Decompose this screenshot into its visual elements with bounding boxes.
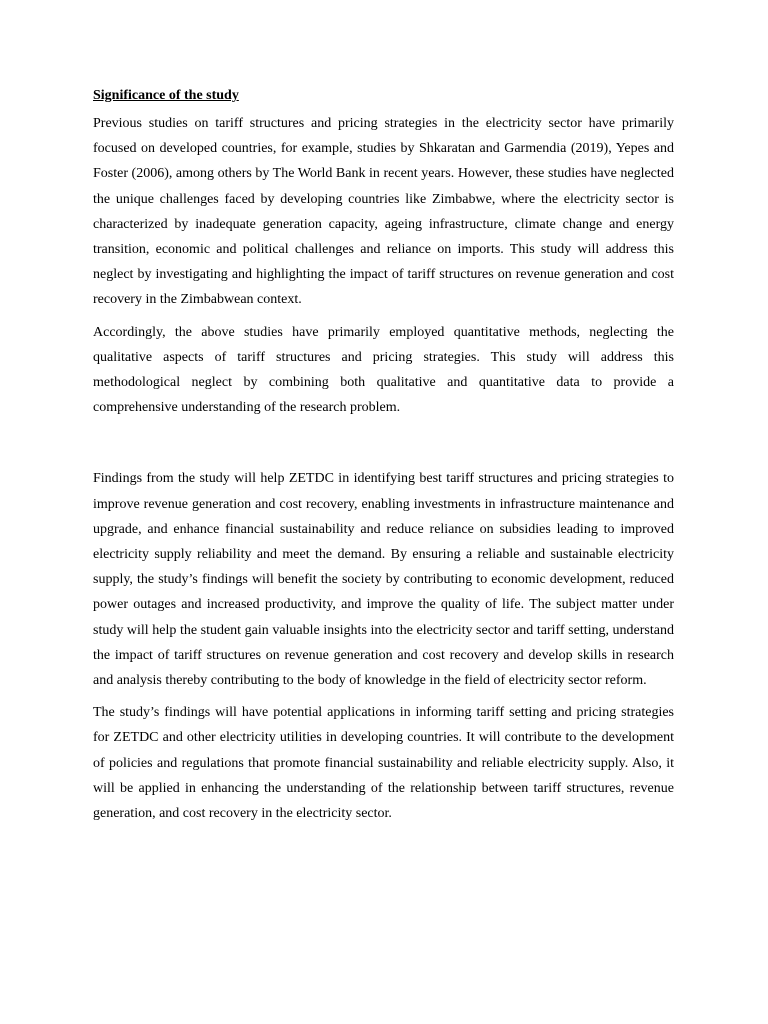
- paragraph-findings: Findings from the study will help ZETDC in identifying best tariff structures and pricing strategies to improve revenue generation and cost recovery, enabling investments in infrastructure maintenance and upgrade, and enhance financial sustainability and reduce reliance on subsidies leading to improved electricity supply reliability and meet the demand. By ensuring a reliable and sustainable electricity supply, the study’s findings will benefit the society by contributing to economic development, reduced power outages and increased productivity, and improve the quality of life. The subject matter under study will help the student gain valuable insights into the electricity sector and tariff setting, understand the impact of tariff structures on revenue generation and cost recovery and develop skills in research and analysis thereby contributing to the body of knowledge in the field of electricity sector reform.: [93, 471, 674, 689]
- paragraph-spacer: [93, 693, 674, 700]
- section-heading: Significance of the study: [93, 88, 239, 103]
- paragraph-previous-studies: Previous studies on tariff structures and pricing strategies in the electricity sector have primarily focused on developed countries, for example, studies by Shkaratan and Garmendia (2019), Yepes and Foster (2006), among others by The World Bank in recent years. However, these studies have neglected the unique challenges faced by developing countries like Zimbabwe, where the electricity sector is characterized by inadequate generation capacity, ageing infrastructure, climate change and energy transition, economic and political challenges and reliance on imports. This study will address this neglect by investigating and highlighting the impact of tariff structures on revenue generation and cost recovery in the Zimbabwean context.: [93, 116, 674, 308]
- document-page: [93, 86, 674, 826]
- paragraph-spacer: [93, 313, 674, 320]
- paragraph-methodology: Accordingly, the above studies have primarily employed quantitative methods, neglecting the qualitative aspects of tariff structures and pricing strategies. This study will address this methodological neglect by combining both qualitative and quantitative data to provide a comprehensive understanding of the research problem.: [93, 324, 674, 416]
- paragraph-applications: The study’s findings will have potential applications in informing tariff setting and pricing strategies for ZETDC and other electricity utilities in developing countries. It will contribute to the development of policies and regulations that promote financial sustainability and reliable electricity supply. Also, it will be applied in enhancing the understanding of the relationship between tariff structures, revenue generation, and cost recovery in the electricity sector.: [93, 705, 674, 822]
- paragraph-spacer: [93, 420, 674, 466]
